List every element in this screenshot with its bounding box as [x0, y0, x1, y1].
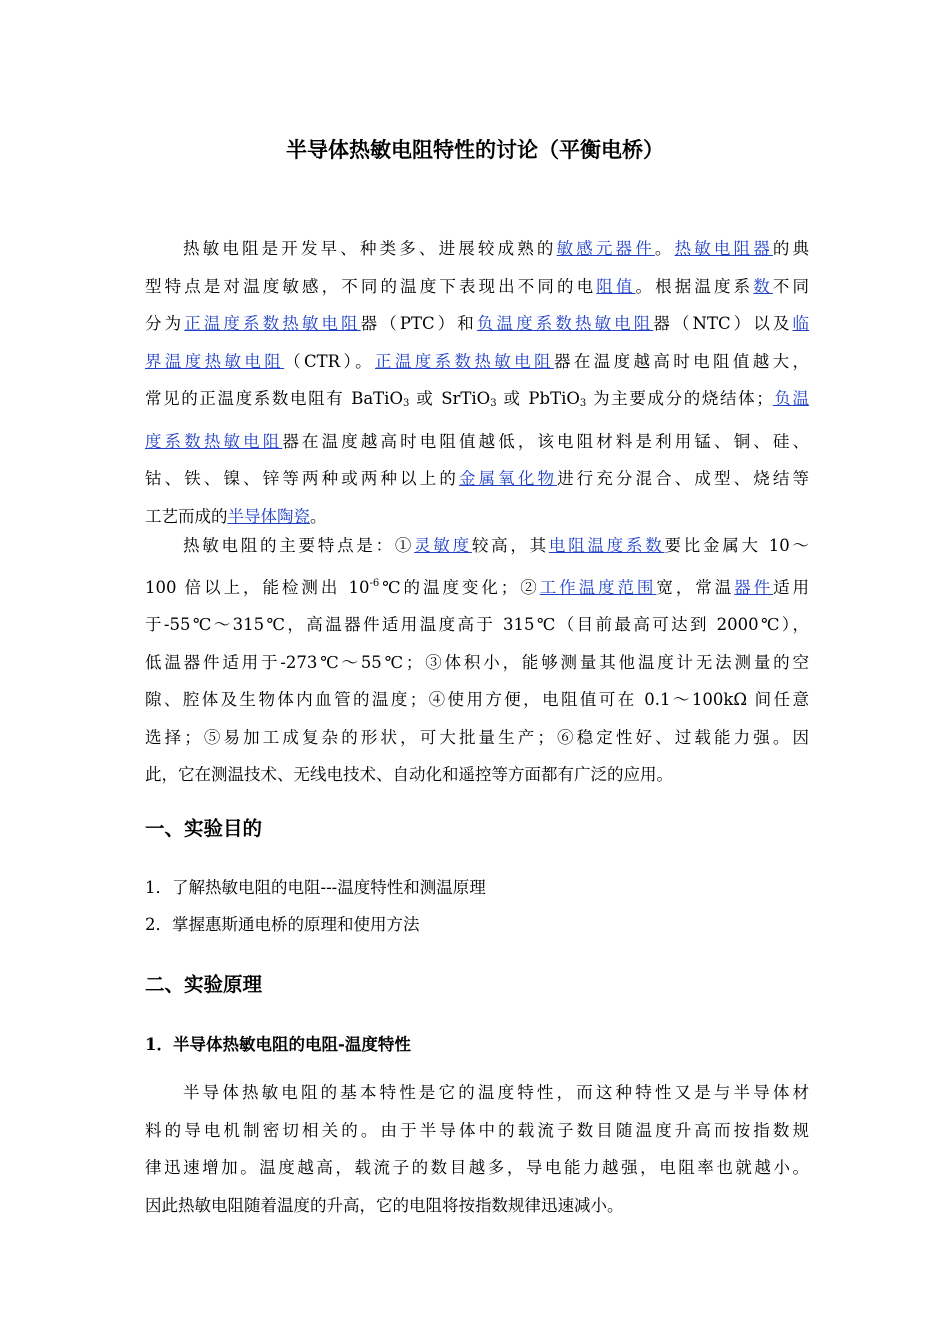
text-run: 为主要成分的烧结体； [586, 389, 773, 408]
text-run: 要比金属大 10～ [664, 536, 809, 555]
link-coefficient[interactable]: 数 [753, 276, 773, 296]
intro-line-3 [145, 305, 809, 343]
text-run: ℃的温度变化；② [379, 577, 540, 597]
principle-line-1: 半导体热敏电阻的基本特性是它的温度特性，而这种特性又是与半导体材 [183, 1083, 809, 1102]
link-sensitive-components[interactable]: 敏感元器件 [556, 239, 655, 258]
principle-line-3: 律迅速增加。温度越高，载流子的数目越多，导电能力越强，电阻率也就越小。 [145, 1158, 809, 1177]
objective-item-1: 1．了解热敏电阻的电阻---温度特性和测温原理 [145, 878, 486, 897]
text-run: 的典 [772, 239, 810, 258]
text-run: 适用 [773, 577, 810, 597]
text-run: 。 [310, 506, 327, 526]
link-working-temp-range[interactable]: 工作温度范围 [539, 577, 657, 597]
section-heading-objectives: 一、实验目的 [145, 817, 263, 840]
text-run: 热敏电阻是开发早、种类多、进展较成熟的 [183, 239, 557, 258]
intro-paragraph [145, 230, 809, 535]
link-resistance-value[interactable]: 阻值 [596, 276, 636, 296]
text-run: 器（NTC）以及 [653, 314, 793, 333]
link-thermistor[interactable]: 热敏电阻器 [674, 239, 773, 258]
link-semiconductor-ceramic[interactable]: 半导体陶瓷 [227, 506, 310, 526]
principle-line-4: 因此热敏电阻随着温度的升高，它的电阻将按指数规律迅速减小。 [145, 1195, 624, 1215]
text-run: 常见的正温度系数电阻有 BaTiO [145, 389, 403, 408]
features-line-7: 此，它在测温技术、无线电技术、自动化和遥控等方面都有广泛的应用。 [145, 765, 673, 784]
features-paragraph [145, 527, 809, 794]
features-line-6: 选择；⑤易加工成复杂的形状，可大批量生产；⑥稳定性好、过载能力强。因 [145, 727, 809, 747]
link-ntc-thermistor-2[interactable]: 负温 [772, 389, 809, 408]
text-run: 不同 [772, 276, 810, 296]
intro-line-5 [145, 380, 809, 423]
superscript: -6 [369, 577, 380, 589]
features-line-2 [145, 565, 809, 607]
intro-line-6 [145, 423, 809, 461]
text-run: 宽，常温 [656, 577, 735, 597]
link-ntc-thermistor[interactable]: 负温度系数热敏电阻 [476, 314, 654, 333]
text-run: 器（PTC）和 [360, 314, 477, 333]
text-run: 热敏电阻的主要特点是：① [183, 536, 415, 555]
features-line-5: 隙、腔体及生物体内血管的温度；④使用方便，电阻值可在 0.1～100kΩ 间任意 [145, 690, 809, 709]
text-run: 器在温度越高时电阻值越大， [553, 351, 810, 371]
link-temp-coefficient[interactable]: 电阻温度系数 [548, 536, 665, 555]
text-run: 型特点是对温度敏感，不同的温度下表现出不同的电 [145, 276, 597, 296]
text-run: 或 PbTiO [496, 389, 580, 408]
document-title: 半导体热敏电阻特性的讨论（平衡电桥） [286, 138, 664, 162]
features-line-1 [145, 527, 809, 565]
intro-line-4 [145, 343, 809, 381]
link-device[interactable]: 器件 [734, 577, 774, 597]
subsection-heading-rt-characteristic: 1．半导体热敏电阻的电阻-温度特性 [145, 1035, 411, 1054]
subscript: 3 [402, 398, 410, 409]
text-run: 分为 [145, 314, 185, 333]
text-run: 100 倍以上，能检测出 10 [145, 577, 370, 597]
text-run: 进行充分混合、成型、烧结等 [557, 469, 810, 488]
link-sensitivity[interactable]: 灵敏度 [414, 536, 472, 555]
intro-line-2 [145, 268, 809, 306]
text-run: 钴、铁、镍、锌等两种或两种以上的 [145, 469, 459, 488]
principle-paragraph [145, 1074, 809, 1224]
principle-line-2: 料的导电机制密切相关的。由于半导体中的载流子数目随温度升高而按指数规 [145, 1120, 809, 1140]
subscript: 3 [579, 398, 587, 409]
text-run: 。根据温度系 [635, 276, 754, 296]
text-run: 工艺而成的 [145, 506, 228, 526]
text-run: 器在温度越高时电阻值越低，该电阻材料是利用锰、铜、硅、 [282, 431, 810, 451]
text-run: 。 [654, 239, 675, 258]
link-ptc-thermistor-2[interactable]: 正温度系数热敏电阻 [375, 351, 554, 371]
objective-item-2: 2．掌握惠斯通电桥的原理和使用方法 [145, 915, 420, 934]
subscript: 3 [490, 398, 497, 409]
features-line-4: 低温器件适用于-273℃～55℃；③体积小，能够测量其他温度计无法测量的空 [145, 652, 809, 672]
intro-line-7 [145, 460, 809, 498]
link-metal-oxide[interactable]: 金属氧化物 [458, 469, 558, 488]
features-line-3: 于-55℃～315℃，高温器件适用温度高于 315℃（目前最高可达到 2000℃）， [145, 615, 809, 634]
text-run: （CTR）。 [284, 351, 375, 371]
text-run: 较高，其 [471, 536, 549, 555]
text-run: 或 SrTiO [409, 389, 491, 408]
section-heading-principles: 二、实验原理 [145, 973, 263, 996]
link-ntc-thermistor-2-cont[interactable]: 度系数热敏电阻 [145, 431, 283, 451]
link-ctr-thermistor-cont[interactable]: 界温度热敏电阻 [145, 351, 285, 371]
intro-line-1 [145, 230, 809, 268]
link-ptc-thermistor[interactable]: 正温度系数热敏电阻 [184, 314, 361, 333]
link-ctr-thermistor[interactable]: 临 [792, 314, 810, 333]
